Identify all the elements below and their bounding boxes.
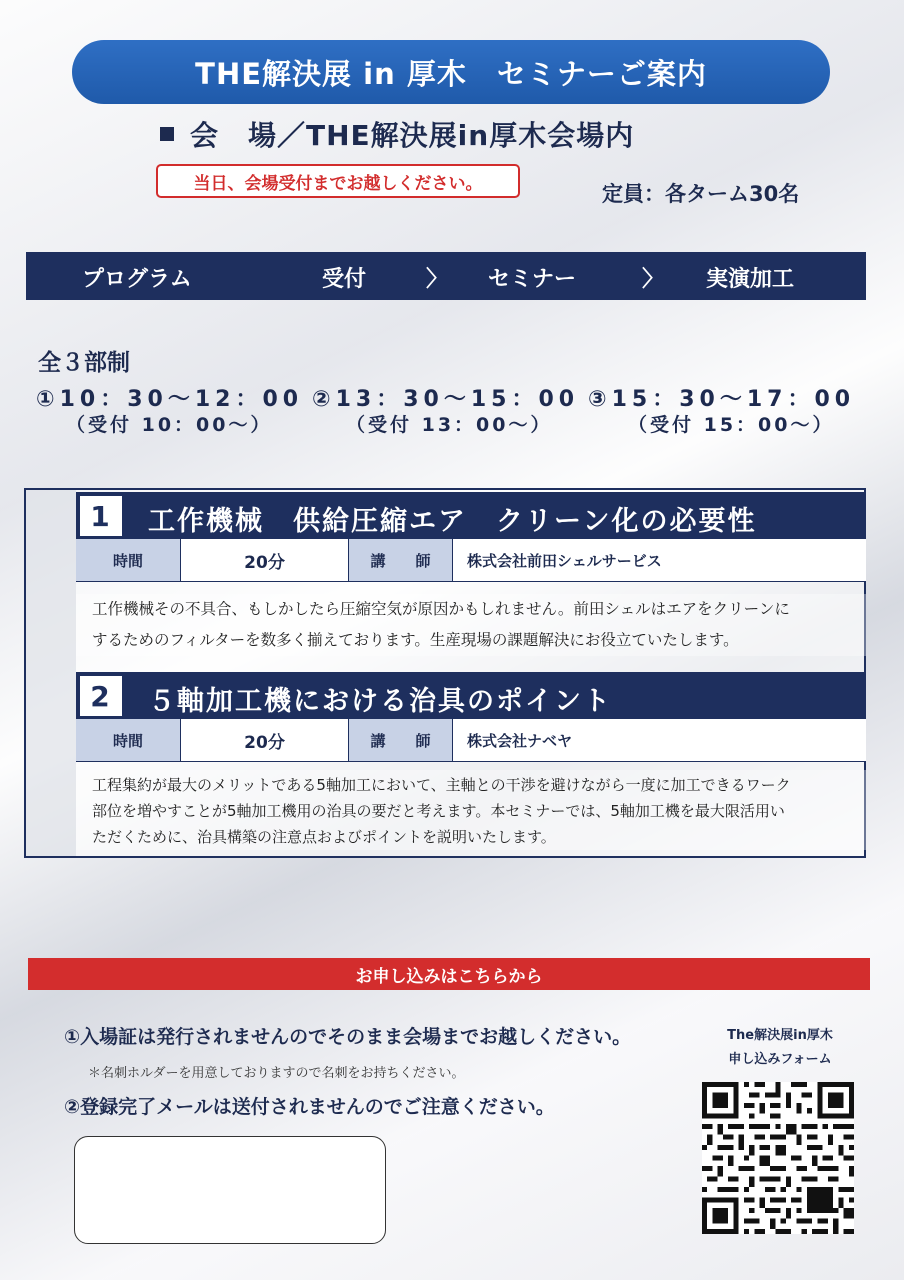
reception-time-1: （受付 10：00～）	[66, 414, 273, 436]
program-step-seminar: セミナー	[488, 267, 577, 292]
time-value: 20分	[180, 719, 348, 761]
reception-time-3: （受付 15：00～）	[628, 414, 835, 436]
description-line: するためのフィルターを数多く揃えております。生産現場の課題解決にお役立ていたします。	[92, 631, 739, 649]
session-1-info-row	[76, 538, 866, 582]
description-line: ただくために、治具構築の注意点およびポイントを説明いたします。	[92, 828, 556, 846]
reception-time-2: （受付 13：00～）	[346, 414, 553, 436]
session-2-description	[76, 770, 866, 850]
speaker-name: 株式会社ナベヤ	[452, 719, 864, 761]
session-1-header	[76, 492, 866, 538]
session-number: 2	[80, 676, 122, 716]
qr-caption-line-2: 申し込みフォーム	[728, 1052, 832, 1067]
session-2-header	[76, 672, 866, 718]
session-number: 1	[80, 496, 122, 536]
session-2-info-row	[76, 718, 866, 762]
note-admission: ①入場証は発行されませんのでそのまま会場までお越しください。	[64, 1026, 632, 1048]
venue-line	[160, 114, 634, 154]
program-bar	[26, 252, 866, 300]
time-value: 20分	[180, 539, 348, 581]
speaker-name: 株式会社前田シェルサービス	[452, 539, 864, 581]
description-line: 工作機械その不具合、もしかしたら圧縮空気が原因かもしれません。前田シェルはエアをクリーンに	[92, 600, 790, 618]
qr-code-icon[interactable]	[702, 1082, 854, 1234]
note-email: ②登録完了メールは送付されませんのでご注意ください。	[64, 1096, 555, 1118]
session-title: ５軸加工機における治具のポイント	[148, 686, 612, 717]
program-step-demo: 実演加工	[706, 267, 795, 292]
page-title: THE解決展 in 厚木 セミナーご案内	[72, 40, 830, 104]
session-title: 工作機械 供給圧縮エア クリーン化の必要性	[148, 506, 757, 537]
session-1-description	[76, 594, 866, 656]
qr-caption	[700, 1024, 860, 1072]
chevron-right-icon: 〉	[426, 267, 449, 292]
description-line: 工程集約が最大のメリットである5軸加工において、主軸との干渉を避けながら一度に加工できるワーク	[92, 776, 791, 794]
capacity-text: 定員：各ターム30名	[602, 182, 800, 206]
note-business-card: ＊名刺ホルダーを用意しておりますので名刺をお持ちください。	[88, 1066, 465, 1081]
time-label: 時間	[76, 719, 180, 761]
schedule-title: 全３部制	[38, 350, 130, 376]
schedule-time-3: ③15：30～17：00	[588, 387, 856, 412]
chevron-right-icon: 〉	[642, 267, 665, 292]
schedule-time-2: ②13：30～15：00	[312, 387, 580, 412]
description-line: 部位を増やすことが5軸加工機用の治具の要だと考えます。本セミナーでは、5軸加工機を最大限活用い	[92, 802, 785, 820]
speaker-label: 講 師	[348, 719, 452, 761]
square-bullet-icon	[160, 127, 174, 141]
program-label: プログラム	[82, 267, 192, 292]
venue-text: 会 場／THE解決展in厚木会場内	[190, 119, 635, 152]
sessions-side-strip	[26, 490, 76, 856]
blank-stamp-box	[74, 1136, 386, 1244]
qr-caption-line-1: The解決展in厚木	[727, 1028, 833, 1043]
reception-notice: 当日、会場受付までお越しください。	[156, 164, 520, 198]
program-step-reception: 受付	[322, 267, 367, 292]
apply-banner: お申し込みはこちらから	[28, 958, 870, 990]
schedule-time-1: ①10：30～12：00	[36, 387, 304, 412]
speaker-label: 講 師	[348, 539, 452, 581]
time-label: 時間	[76, 539, 180, 581]
